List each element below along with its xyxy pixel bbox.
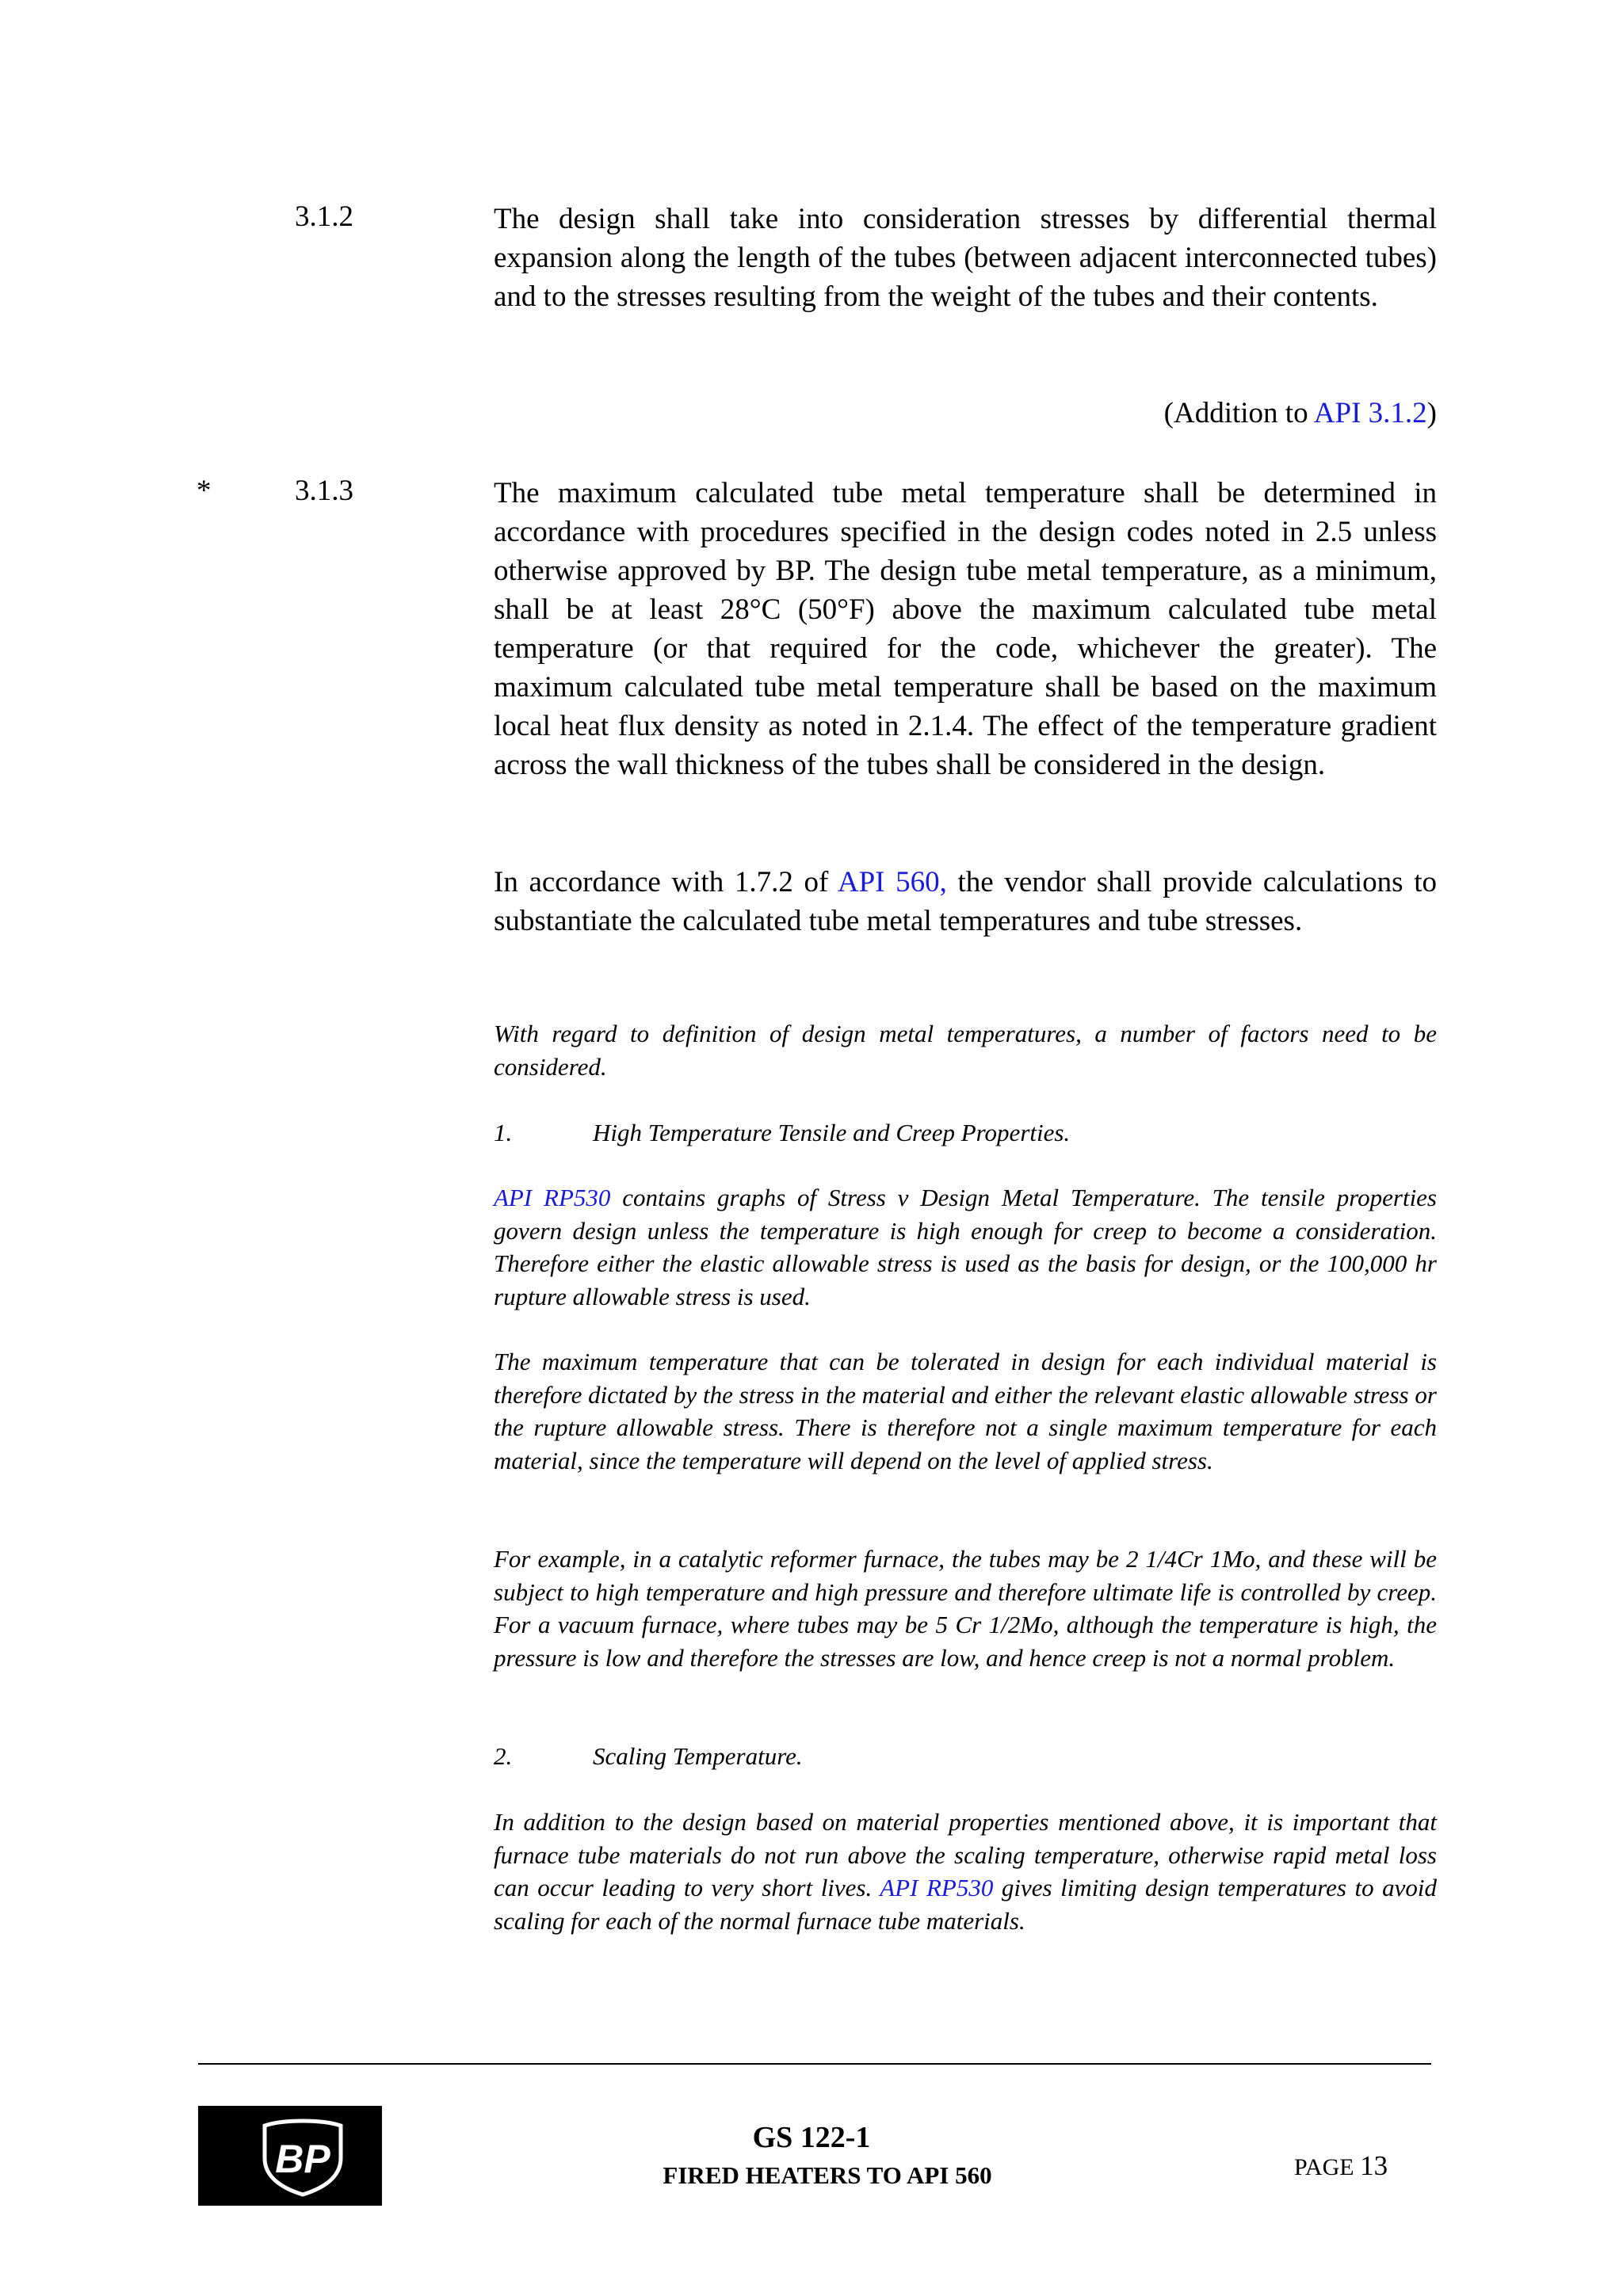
document-code: GS 122-1 [752,2121,871,2154]
note-item-2-title: Scaling Temperature. [593,1742,803,1770]
section-number-3-1-3: 3.1.3 [295,475,353,507]
section-number-3-1-2: 3.1.2 [295,200,353,233]
bp-logo-text: BP [275,2137,330,2181]
page-label: PAGE [1294,2154,1361,2180]
note-paragraph-2: The maximum temperature that can be tolerated in design for each individual material is therefore dictated by the stress in the material and either the relevant elastic allowable stress or the rupture allowable stress. There is therefore not a single maximum temperature for each material, since the temperature will depend on the level of applied stress. [494,1348,1437,1474]
addition-prefix: (Addition to [1163,397,1314,429]
document-title: FIRED HEATERS TO API 560 [663,2161,992,2189]
note-paragraph-1 [494,1181,1437,1313]
note-item-2-number: 2. [494,1742,513,1770]
api-3-1-2-link[interactable]: API 3.1.2 [1313,397,1427,429]
addition-suffix: ) [1426,397,1437,429]
para2-prefix: In accordance with 1.7.2 of [494,866,838,898]
note-item-1-number: 1. [494,1119,513,1146]
note-paragraph-4 [494,1806,1437,1937]
note-paragraph-3: For example, in a catalytic reformer furnace, the tubes may be 2 1/4Cr 1Mo, and these will be subject to high temperature and high pressure and therefore ultimate life is controlled by creep. For a vacuum furnace, where tubes may be 5 Cr 1/2Mo, although the temperature is high, the pressure is low and therefore the stresses are low, and hence creep is not a normal problem. [494,1545,1437,1672]
api-rp530-link-2[interactable]: API RP530 [880,1874,994,1901]
note-paragraph-4-suffix: gives limiting design temperatures to avoid scaling for each of the normal furnace tube materials. [494,1874,1437,1935]
addition-note [1164,394,1437,433]
note-paragraph-4-prefix: In addition to the design based on material properties mentioned above, it is important that furnace tube materials do not run above the scaling temperature, otherwise rapid metal loss can occur leading to very short lives. [494,1808,1437,1901]
note-paragraph-1-text: contains graphs of Stress v Design Metal Temperature. The tensile properties govern design unless the temperature is high enough for creep to become a consideration. Therefore either the elastic allowable stress is used as the basis for design, or the 100,000 hr rupture allowable stress is used. [494,1184,1438,1310]
api-rp530-link[interactable]: API RP530 [494,1184,611,1211]
note-intro: With regard to definition of design metal temperatures, a number of factors need to be considered. [494,1020,1437,1081]
section-3-1-3-para2 [494,863,1437,940]
page-number-value: 13 [1360,2150,1388,2181]
revision-marker: * [197,475,212,507]
section-3-1-2-text: The design shall take into consideration stresses by differential thermal expansion along the length of the tubes (between adjacent interconnected tubes) and to the stresses resulting from the weight of the tubes and their contents. [494,203,1437,313]
page-number [1294,2150,1388,2182]
section-3-1-3-text: The maximum calculated tube metal temperature shall be determined in accordance with procedures specified in the design codes noted in 2.5 unless otherwise approved by BP. The design tube metal temperature, as a minimum, shall be at least 28°C (50°F) above the maximum calculated tube metal temperature (or that required for the code, whichever the greater). The maximum calculated tube metal temperature shall be based on the maximum local heat flux density as noted in 2.1.4. The effect of the temperature gradient across the wall thickness of the tubes shall be considered in the design. [494,477,1437,781]
para2-suffix: the vendor shall provide calculations to substantiate the calculated tube metal temperatures and tube stresses. [494,866,1437,937]
note-item-1-title: High Temperature Tensile and Creep Properties. [593,1119,1071,1146]
api-560-link[interactable]: API 560, [837,866,947,898]
footer-divider [198,2063,1431,2065]
